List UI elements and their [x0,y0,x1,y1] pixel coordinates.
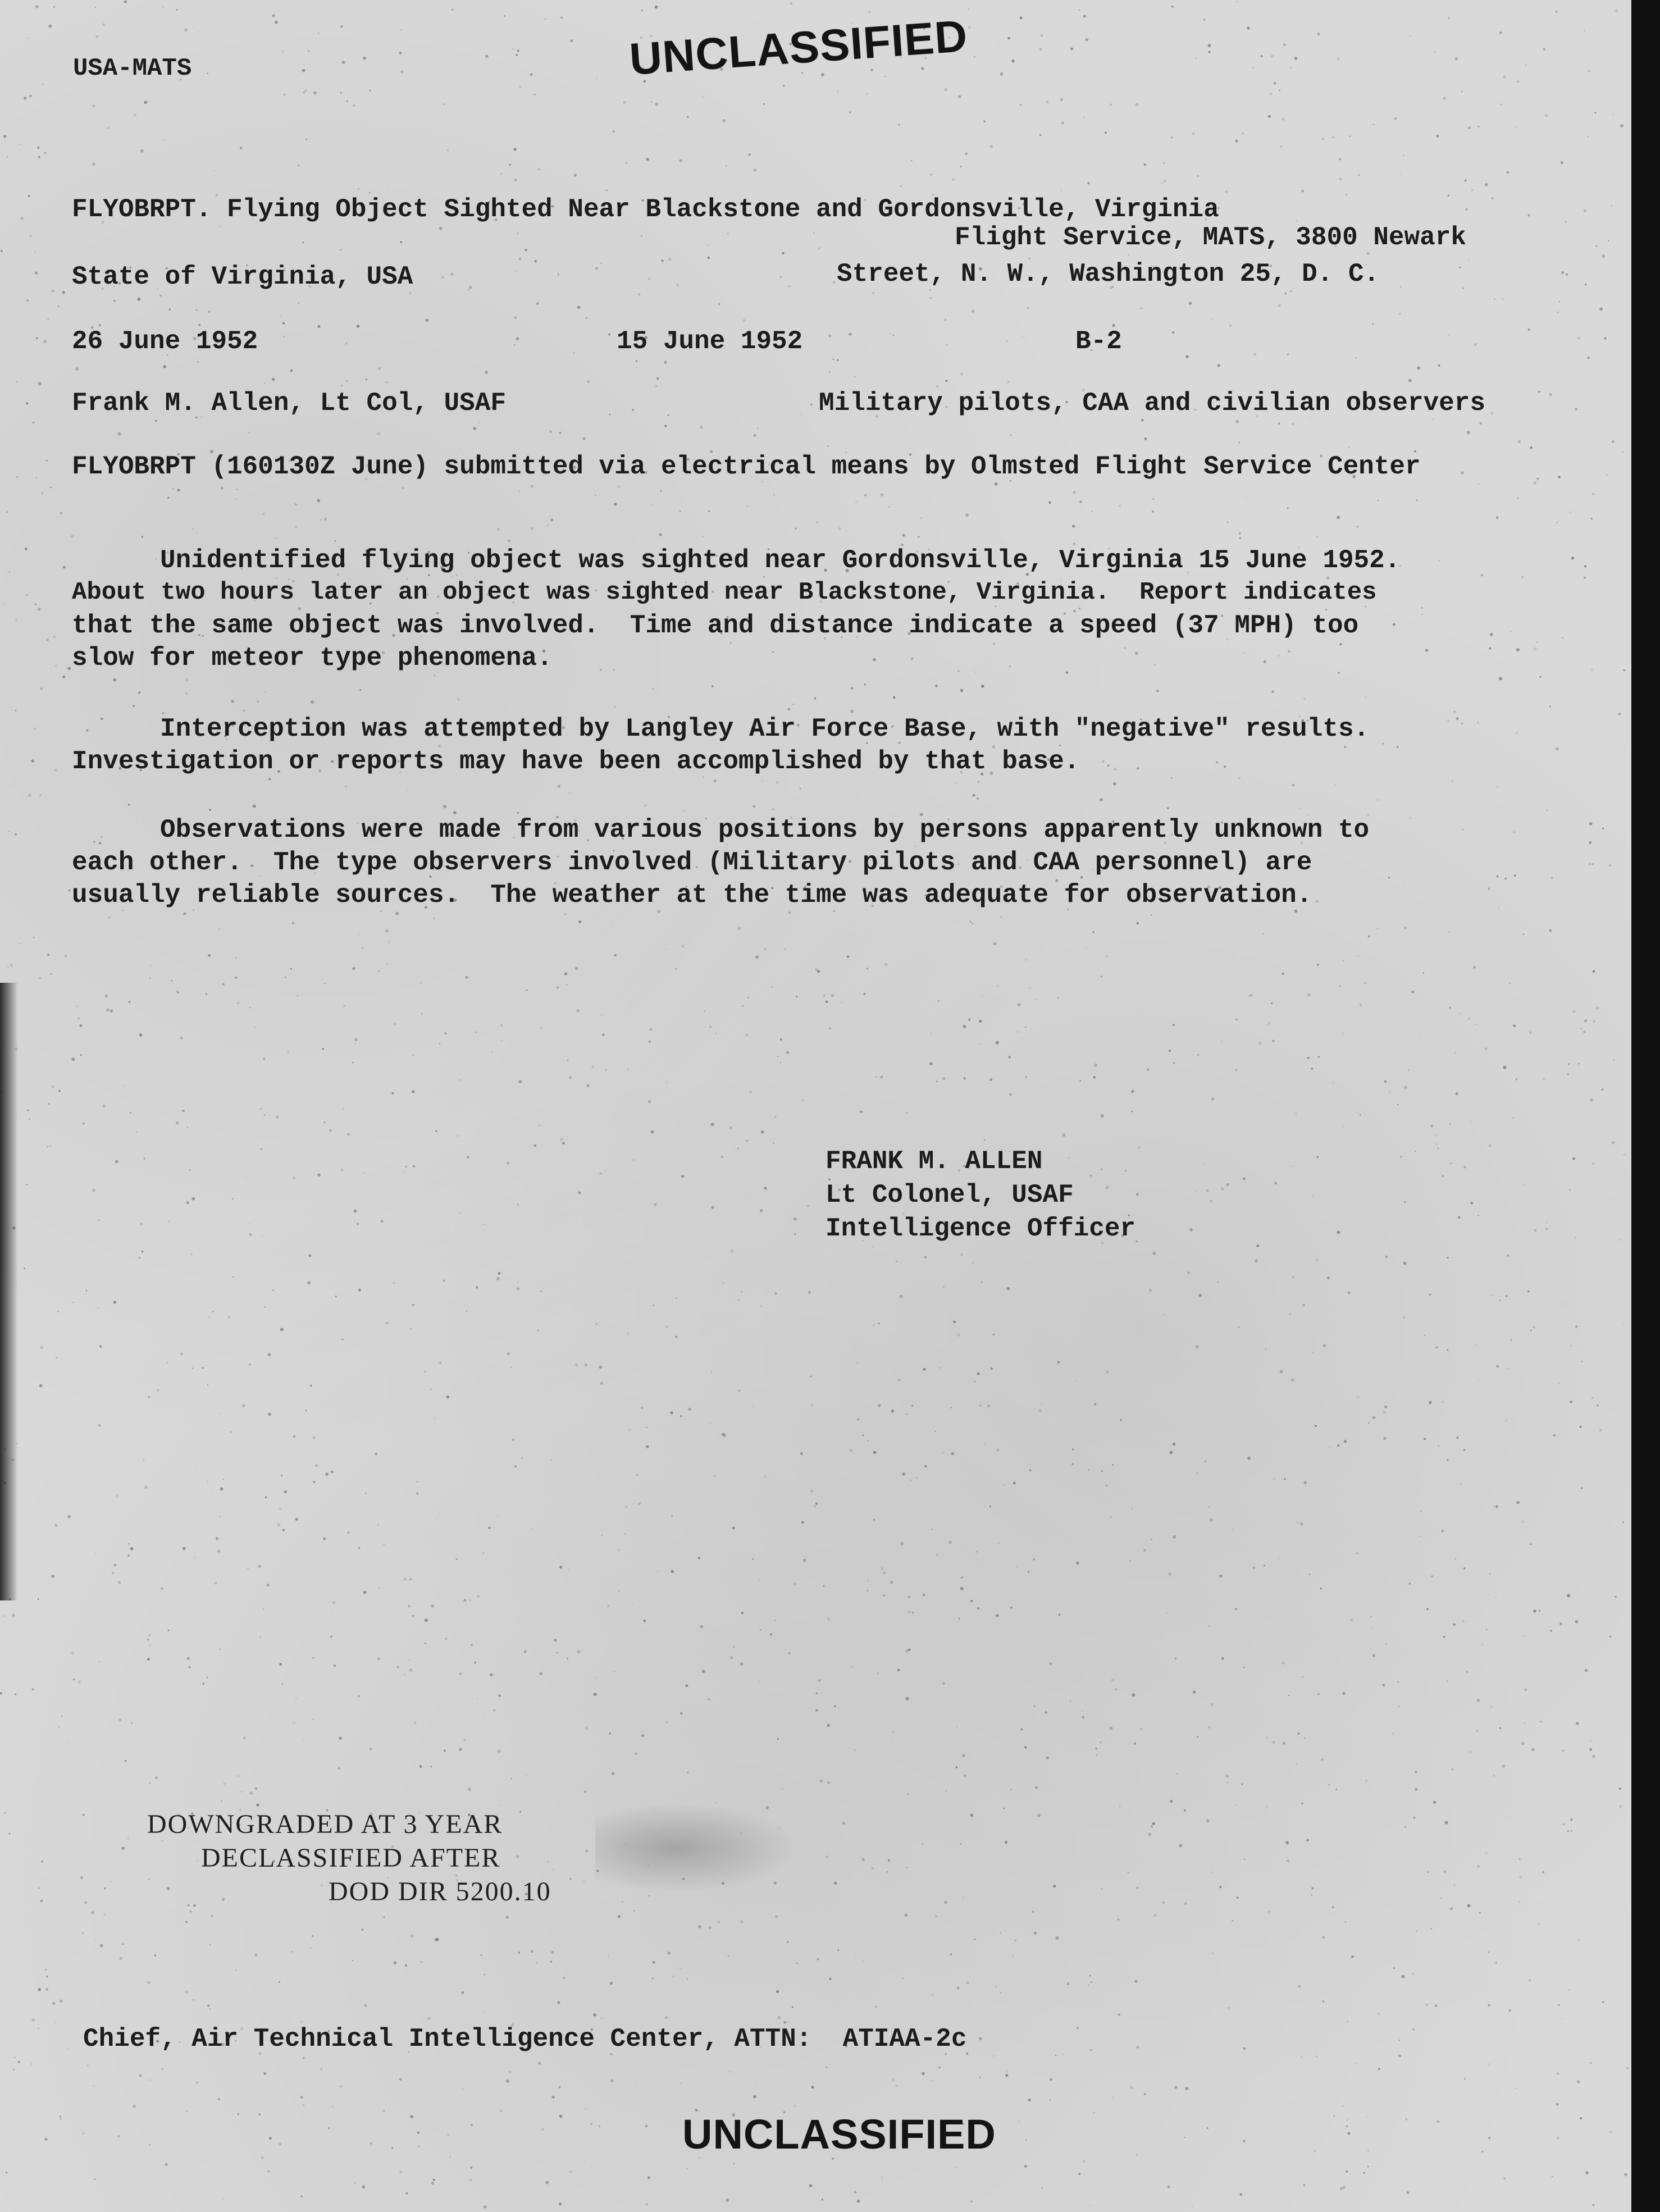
body-line: each other. The type observers involved (Military pilots and CAA personnel) are [72,848,1312,877]
body-paragraph-3 [72,817,1577,946]
signer-title: Intelligence Officer [826,1214,1136,1243]
prepared-by: Frank M. Allen, Lt Col, USAF [72,389,506,418]
signer-rank: Lt Colonel, USAF [826,1180,1074,1210]
source-line-1: Flight Service, MATS, 3800 Newark [955,223,1466,252]
body-line: Investigation or reports may have been accomplished by that base. [72,747,1080,776]
scan-border [1631,0,1660,2212]
body-line: About two hours later an object was sighted near Blackstone, Virginia. Report indicates [72,578,1377,606]
body-line: Unidentified flying object was sighted near Gordonsville, Virginia 15 June 1952. [160,546,1401,575]
classification-stamp-bottom: UNCLASSIFIED [682,2111,996,2158]
body-paragraph-2 [72,716,1577,819]
stamp-smudge [595,1803,797,1892]
source-line-2: Street, N. W., Washington 25, D. C. [837,259,1380,289]
evaluation-code: B-2 [1075,327,1122,356]
downgrade-line-2: DECLASSIFIED AFTER [201,1843,501,1873]
body-line: Interception was attempted by Langley Air Force Base, with "negative" results. [160,714,1370,744]
distribution-line: Chief, Air Technical Intelligence Center, ATTN: ATIAA-2c [83,2024,967,2054]
body-line: slow for meteor type phenomena. [72,644,553,673]
body-line: Observations were made from various positions by persons apparently unknown to [160,815,1370,845]
signer-name: FRANK M. ALLEN [826,1147,1043,1176]
references-line: FLYOBRPT (160130Z June) submitted via electrical means by Olmsted Flight Service Center [72,452,1421,481]
area-field: State of Virginia, USA [72,262,413,291]
subject-line: FLYOBRPT. Flying Object Sighted Near Blackstone and Gordonsville, Virginia [72,195,1219,224]
office-symbol: USA-MATS [73,54,192,83]
body-line: usually reliable sources. The weather at the time was adequate for observation. [72,881,1312,910]
downgrade-line-3: DOD DIR 5200.10 [329,1877,551,1907]
date-of-report: 26 June 1952 [72,327,258,356]
left-binding-edge [0,983,18,1600]
body-line: that the same object was involved. Time and distance indicate a speed (37 MPH) too [72,611,1359,640]
body-paragraph-1 [72,548,1577,703]
classification-stamp-top: UNCLASSIFIED [628,10,969,84]
observers-field: Military pilots, CAA and civilian observers [819,389,1485,418]
date-of-information: 15 June 1952 [617,327,803,356]
downgrade-line-1: DOWNGRADED AT 3 YEAR [147,1809,503,1839]
